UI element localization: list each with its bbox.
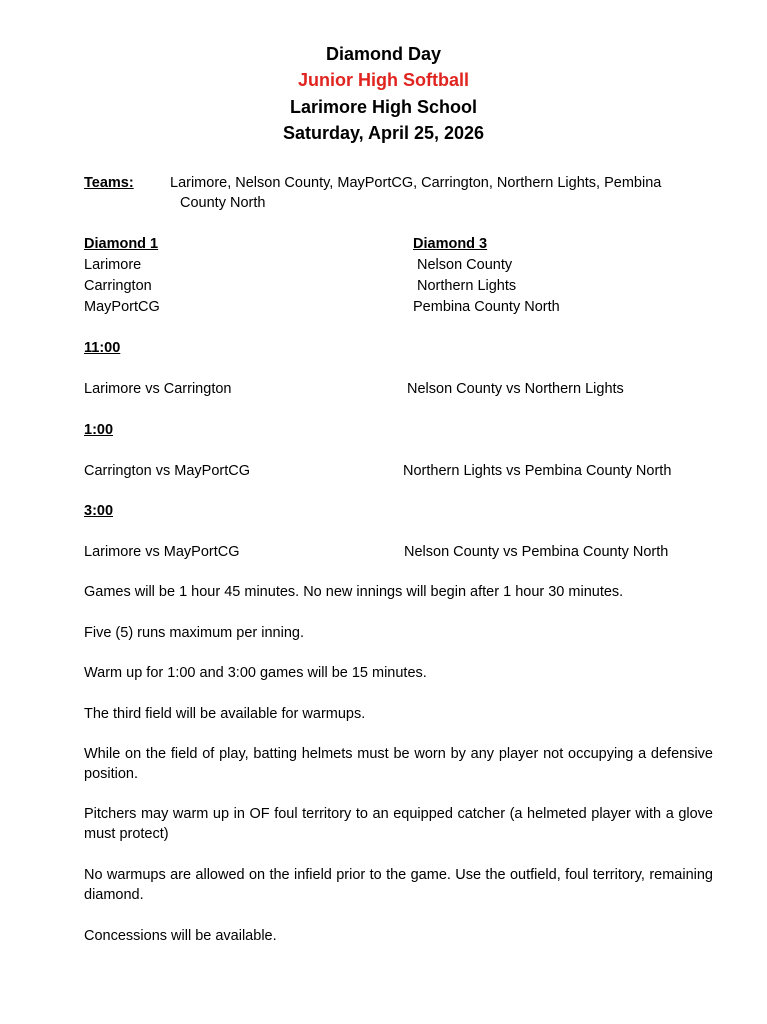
rule-paragraph: Concessions will be available. bbox=[84, 928, 277, 944]
game-diamond-1: Larimore vs Carrington bbox=[84, 381, 232, 397]
rule-paragraph: No warmups are allowed on the infield prior to the game. Use the outfield, foul territory, remaining diamond. bbox=[84, 867, 713, 903]
rule-paragraph: Five (5) runs maximum per inning. bbox=[84, 625, 304, 641]
teams-list-line2: County North bbox=[180, 195, 266, 211]
diamond-1-team: Carrington bbox=[84, 278, 152, 294]
time-slot-heading: 1:00 bbox=[84, 422, 114, 438]
diamond-3-team: Nelson County bbox=[417, 257, 513, 273]
game-diamond-1: Larimore vs MayPortCG bbox=[84, 544, 240, 560]
game-diamond-3: Northern Lights vs Pembina County North bbox=[403, 463, 672, 479]
game-diamond-3: Nelson County vs Pembina County North bbox=[404, 544, 669, 560]
rule-paragraph: The third field will be available for warmups. bbox=[84, 706, 366, 722]
teams-label: Teams: bbox=[84, 175, 134, 191]
rule-paragraph: While on the field of play, batting helmets must be worn by any player not occupying a defensive position. bbox=[84, 746, 713, 782]
event-location: Larimore High School bbox=[289, 97, 478, 117]
event-date: Saturday, April 25, 2026 bbox=[282, 123, 485, 143]
rule-paragraph: Warm up for 1:00 and 3:00 games will be 15 minutes. bbox=[84, 665, 427, 681]
event-title: Diamond Day bbox=[325, 44, 442, 64]
rule-paragraph: Pitchers may warm up in OF foul territory to an equipped catcher (a helmeted player with a glove must protect) bbox=[84, 806, 713, 842]
rule-paragraph: Games will be 1 hour 45 minutes. No new innings will begin after 1 hour 30 minutes. bbox=[84, 584, 624, 600]
game-diamond-1: Carrington vs MayPortCG bbox=[84, 463, 250, 479]
time-slot-heading: 3:00 bbox=[84, 503, 114, 519]
diamond-1-heading: Diamond 1 bbox=[84, 236, 159, 252]
time-slot-heading: 11:00 bbox=[84, 340, 121, 356]
teams-list-line1: Larimore, Nelson County, MayPortCG, Carrington, Northern Lights, Pembina bbox=[170, 175, 662, 191]
diamond-1-team: MayPortCG bbox=[84, 299, 160, 315]
diamond-3-heading: Diamond 3 bbox=[413, 236, 488, 252]
event-subtitle: Junior High Softball bbox=[298, 70, 469, 90]
diamond-3-team: Northern Lights bbox=[417, 278, 517, 294]
diamond-3-team: Pembina County North bbox=[413, 299, 560, 315]
diamond-1-team: Larimore bbox=[84, 257, 142, 273]
game-diamond-3: Nelson County vs Northern Lights bbox=[407, 381, 624, 397]
